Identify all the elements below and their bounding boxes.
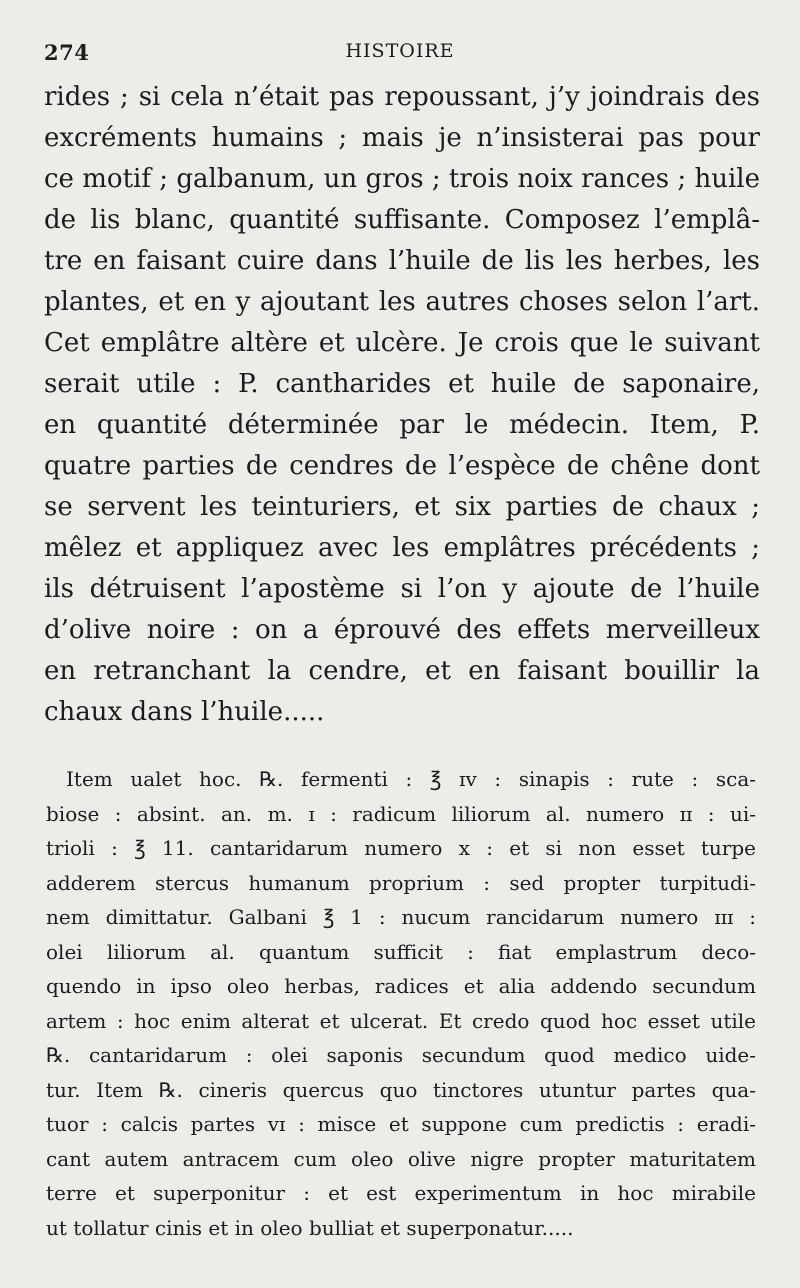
text-line: en quantité déterminée par le médecin. Item, P. [44, 410, 760, 440]
running-title: HISTOIRE [345, 40, 455, 62]
note-line: tuor : calcis partes ᴠɪ : misce et suppone cum predictis : eradi- [46, 1112, 756, 1136]
text-line: d’olive noire : on a éprouvé des effets merveilleux [44, 615, 760, 645]
note-line: trioli : ℥ 11. cantaridarum numero x : et si non esset turpe [46, 836, 756, 860]
note-line: adderem stercus humanum proprium : sed propter turpitudi- [46, 870, 756, 895]
text-line: de lis blanc, quantité suffisante. Composez l’emplâ- [44, 205, 760, 235]
text-line: plantes, et en y ajoutant les autres choses selon l’art. [44, 287, 760, 317]
note-line: artem : hoc enim alterat et ulcerat. Et credo quod hoc esset utile [46, 1008, 756, 1033]
note-line: tur. Item ℞. cineris quercus quo tinctores utuntur partes qua- [46, 1077, 756, 1102]
page-number: 274 [44, 40, 90, 65]
note-line: Item ualet hoc. ℞. fermenti : ℥ ɪᴠ : sinapis : rute : sca- [66, 767, 756, 791]
main-text [44, 77, 760, 733]
note-line: olei liliorum al. quantum sufficit : fiat emplastrum deco- [46, 939, 756, 964]
note-line: terre et superponitur : et est experimentum in hoc mirabile [46, 1181, 756, 1205]
note-line: biose : absint. an. m. ɪ : radicum liliorum al. numero ɪɪ : ui- [46, 801, 756, 826]
page-header [44, 40, 756, 70]
text-line: mêlez et appliquez avec les emplâtres précédents ; [44, 533, 760, 563]
note-line: nem dimittatur. Galbani ℥ 1 : nucum rancidarum numero ɪɪɪ : [46, 905, 756, 929]
text-line: excréments humains ; mais je n’insisterai pas pour [44, 123, 760, 153]
note-line: ℞. cantaridarum : olei saponis secundum quod medico uide- [46, 1043, 756, 1067]
text-line: tre en faisant cuire dans l’huile de lis les herbes, les [44, 246, 760, 276]
note-line: quendo in ipso oleo herbas, radices et alia addendo secundum [46, 974, 756, 998]
text-line: rides ; si cela n’était pas repoussant, j’y joindrais des [44, 82, 760, 112]
text-line: serait utile : P. cantharides et huile de saponaire, [44, 369, 760, 399]
text-line: se servent les teinturiers, et six parties de chaux ; [44, 492, 760, 522]
text-line: chaux dans l’huile..... [44, 697, 325, 727]
note-line: ut tollatur cinis et in oleo bulliat et superponatur..... [46, 1215, 574, 1240]
text-line: quatre parties de cendres de l’espèce de chêne dont [44, 451, 760, 481]
text-line: ils détruisent l’apostème si l’on y ajoute de l’huile [44, 574, 760, 604]
note-line: cant autem antracem cum oleo olive nigre propter maturitatem [46, 1146, 756, 1171]
text-line: ce motif ; galbanum, un gros ; trois noix rances ; huile [44, 164, 760, 194]
text-line: Cet emplâtre altère et ulcère. Je crois que le suivant [44, 328, 760, 358]
latin-footnote [46, 762, 756, 1245]
text-line: en retranchant la cendre, et en faisant bouillir la [44, 656, 760, 686]
